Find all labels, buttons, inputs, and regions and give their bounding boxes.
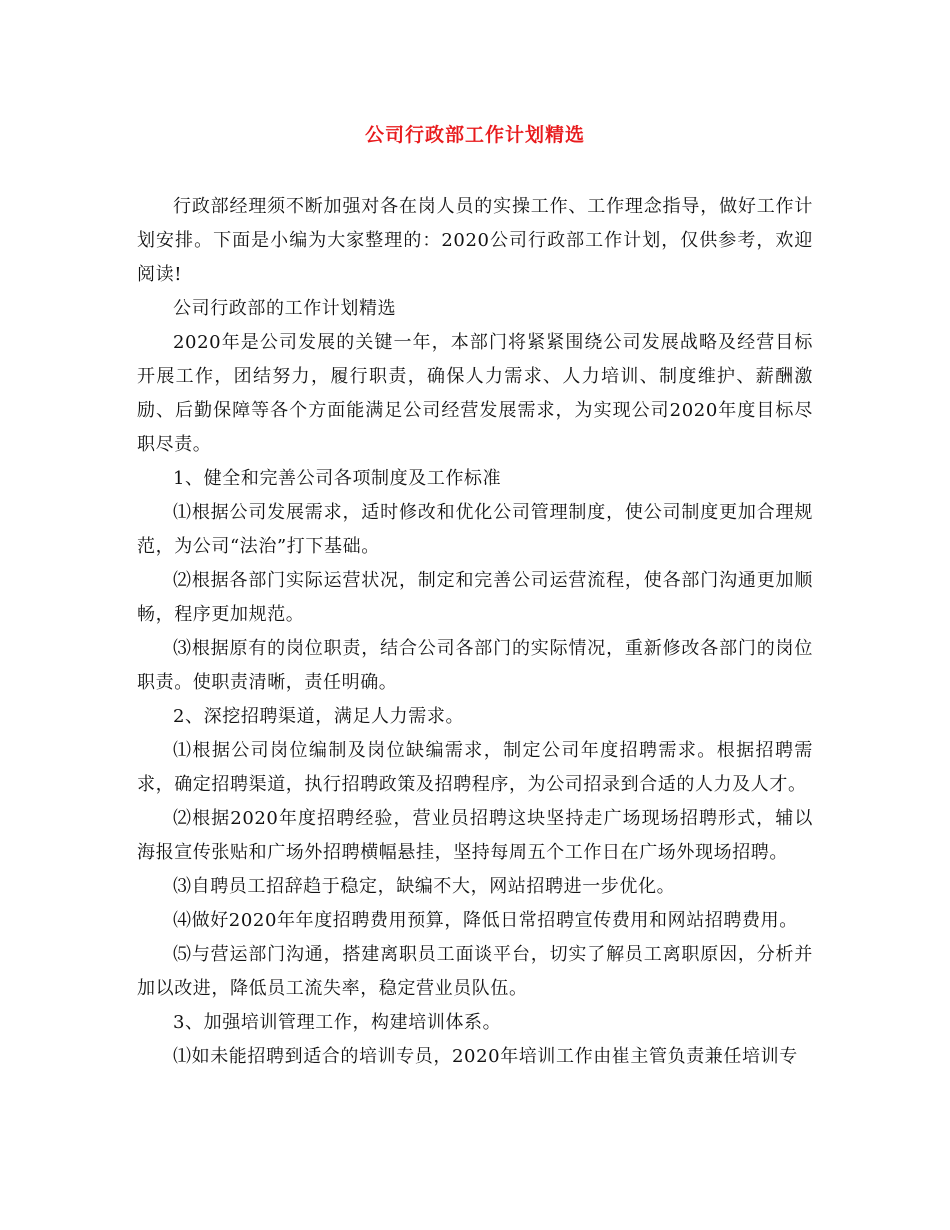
list-item: ⑴根据公司发展需求，适时修改和优化公司管理制度，使公司制度更加合理规范，为公司“法治”打下基础。	[137, 502, 813, 557]
paragraph-overview: 2020年是公司发展的关键一年，本部门将紧紧围绕公司发展战略及经营目标开展工作，团结努力，履行职责，确保人力需求、人力培训、制度维护、薪酬激励、后勤保障等各个方面能满足公司经营发展需求，为实现公司2020年度目标尽职尽责。	[137, 332, 813, 455]
list-item: ⑵根据2020年度招聘经验，营业员招聘这块坚持走广场现场招聘形式，辅以海报宣传张贴和广场外招聘横幅悬挂，坚持每周五个工作日在广场外现场招聘。	[137, 808, 813, 863]
document-body	[137, 190, 813, 1074]
paragraph-intro: 行政部经理须不断加强对各在岗人员的实操工作、工作理念指导，做好工作计划安排。下面是小编为大家整理的：2020公司行政部工作计划，仅供参考，欢迎阅读!	[137, 196, 813, 285]
item-heading-3: 3、加强培训管理工作，构建培训体系。	[173, 1012, 502, 1033]
list-item: ⑴如未能招聘到适合的培训专员，2020年培训工作由崔主管负责兼任培训专	[173, 1046, 798, 1067]
list-item: ⑸与营运部门沟通，搭建离职员工面谈平台，切实了解员工离职原因，分析并加以改进，降低员工流失率，稳定营业员队伍。	[137, 944, 813, 999]
list-item: ⑶自聘员工招辞趋于稳定，缺编不大，网站招聘进一步优化。	[173, 876, 676, 897]
list-item: ⑷做好2020年年度招聘费用预算，降低日常招聘宣传费用和网站招聘费用。	[173, 910, 798, 931]
list-item: ⑴根据公司岗位编制及岗位缺编需求，制定公司年度招聘需求。根据招聘需求，确定招聘渠道，执行招聘政策及招聘程序，为公司招录到合适的人力及人才。	[137, 740, 813, 795]
section-heading: 公司行政部的工作计划精选	[173, 298, 397, 319]
item-heading-2: 2、深挖招聘渠道，满足人力需求。	[173, 706, 465, 727]
list-item: ⑵根据各部门实际运营状况，制定和完善公司运营流程，使各部门沟通更加顺畅，程序更加规范。	[137, 570, 813, 625]
item-heading-1: 1、健全和完善公司各项制度及工作标准	[173, 468, 502, 489]
list-item: ⑶根据原有的岗位职责，结合公司各部门的实际情况，重新修改各部门的岗位职责。使职责清晰，责任明确。	[137, 638, 813, 693]
document-title: 公司行政部工作计划精选	[364, 124, 585, 146]
